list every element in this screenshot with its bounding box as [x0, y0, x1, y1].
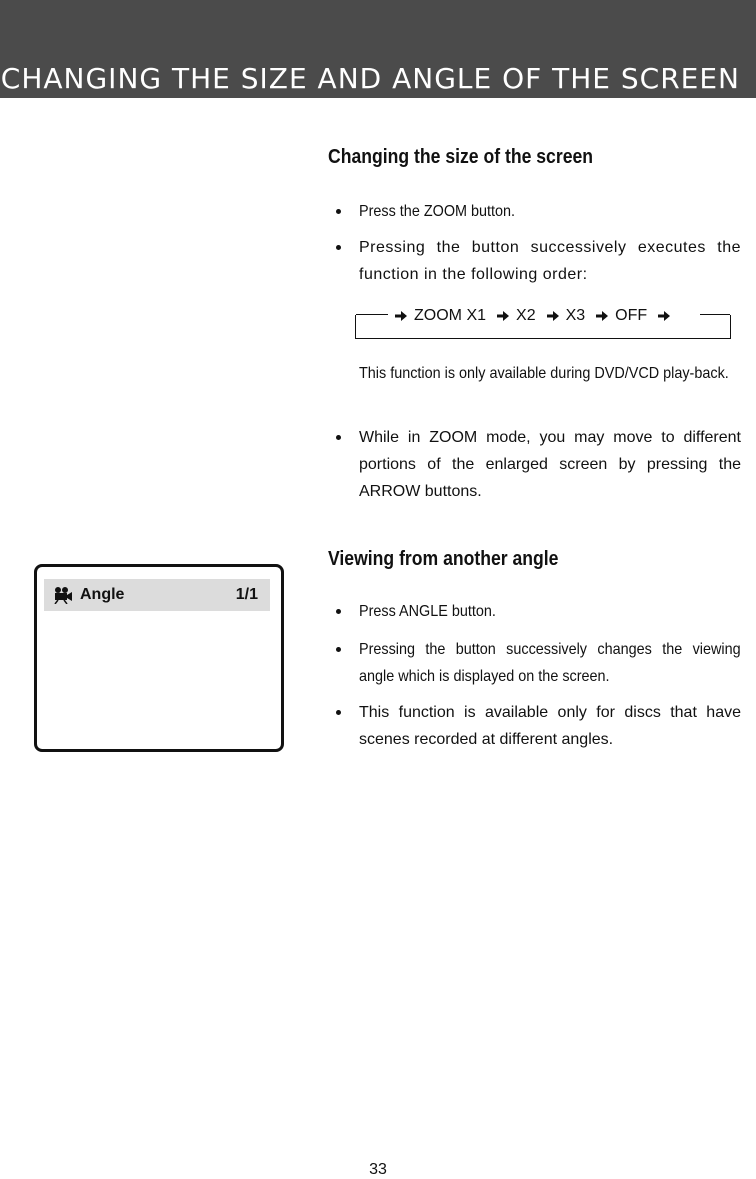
bullet-icon	[336, 209, 341, 214]
bullet-text: Pressing the button successively changes the viewing angle which is displayed on the screen.	[359, 641, 741, 685]
list-item	[336, 636, 741, 690]
zoom-step: OFF	[615, 307, 648, 324]
osd-angle-label: Angle	[80, 586, 125, 603]
list-item	[336, 699, 741, 753]
arrow-right-icon	[546, 309, 560, 323]
header-band	[0, 0, 756, 98]
bullet-icon	[336, 245, 341, 250]
angle-osd-screen	[34, 564, 284, 752]
zoom-cycle-diagram	[390, 304, 681, 328]
arrow-right-icon	[394, 309, 408, 323]
list-item	[336, 598, 741, 625]
movie-camera-icon	[52, 586, 74, 604]
zoom-step: ZOOM X1	[414, 307, 487, 324]
arrow-right-icon	[496, 309, 510, 323]
bullet-icon	[336, 609, 341, 614]
page-number: 33	[369, 1161, 387, 1178]
zoom-section-title: Changing the size of the screen	[328, 146, 594, 168]
page-title: CHANGING THE SIZE AND ANGLE OF THE SCREEN	[0, 62, 740, 95]
osd-status-bar	[44, 579, 270, 611]
bullet-icon	[336, 647, 341, 652]
list-item	[336, 234, 741, 288]
bullet-text: This function is available only for discs that have scenes recorded at different angles.	[359, 704, 741, 748]
zoom-step: X2	[516, 307, 536, 324]
list-item	[336, 198, 741, 225]
arrow-right-icon	[657, 309, 671, 323]
list-item	[336, 424, 741, 505]
bullet-text: Press ANGLE button.	[359, 603, 496, 620]
bullet-text: While in ZOOM mode, you may move to different portions of the enlarged screen by pressing the ARROW buttons.	[359, 429, 741, 500]
arrow-right-icon	[595, 309, 609, 323]
zoom-step: X3	[565, 307, 586, 324]
bullet-icon	[336, 435, 341, 440]
angle-section-title: Viewing from another angle	[328, 548, 559, 570]
bullet-text: Press the ZOOM button.	[359, 203, 516, 220]
osd-angle-value: 1/1	[235, 586, 258, 603]
bullet-icon	[336, 710, 341, 715]
zoom-note: This function is only available during DVD/VCD play-back.	[359, 365, 729, 382]
bullet-text: Pressing the button successively executes the function in the following order:	[359, 239, 741, 283]
